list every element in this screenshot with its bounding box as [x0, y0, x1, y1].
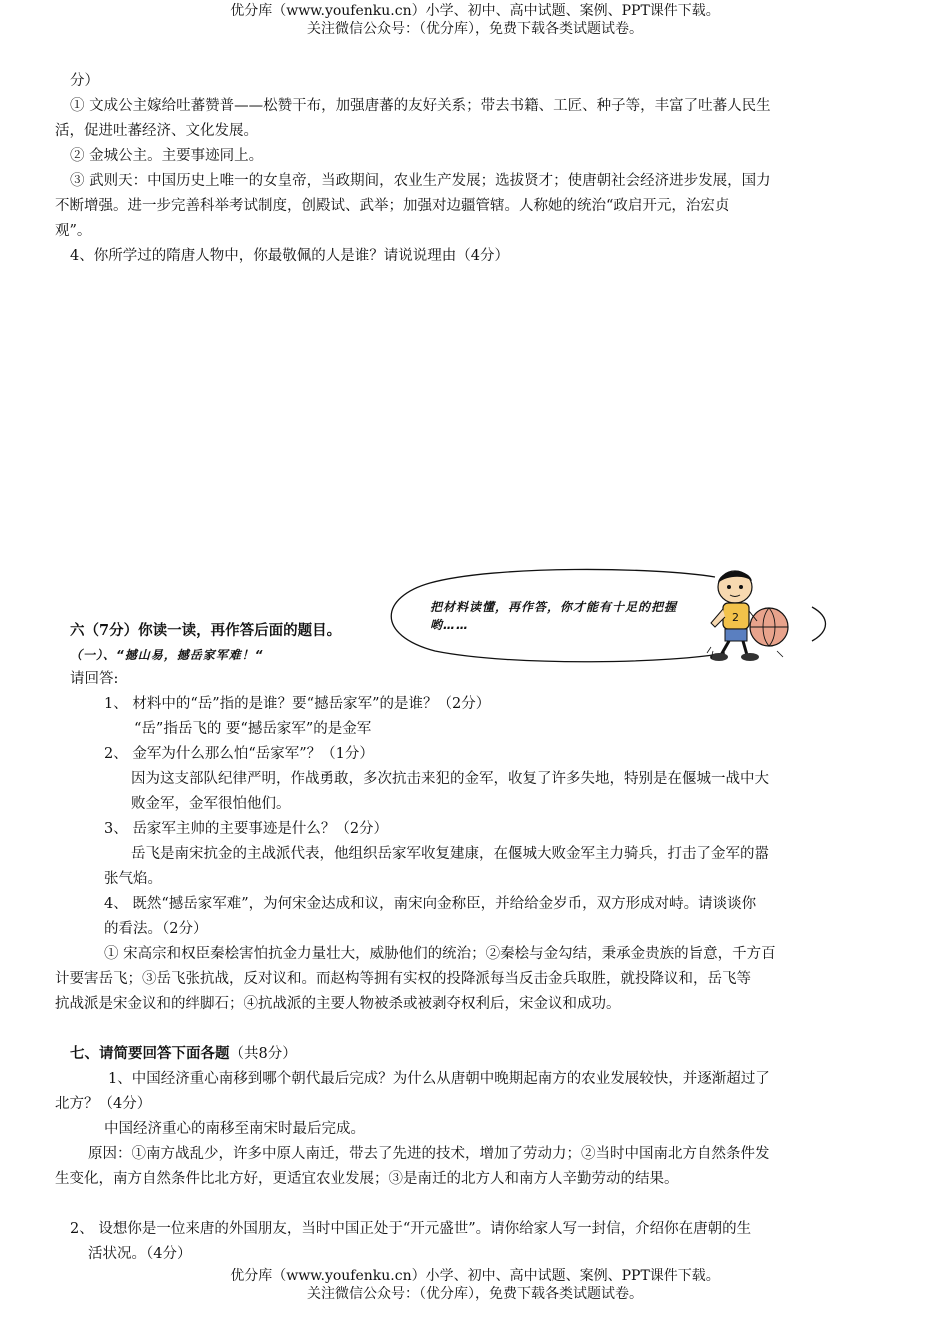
s6-question-4-line2: 的看法。（2分）: [104, 921, 208, 937]
section-7-title-bold: 七、请简要回答下面各题: [70, 1045, 230, 1062]
section-7-title: [70, 1044, 297, 1064]
page-header-line2: 关注微信公众号：（优分库），免费下载各类试题试卷。: [307, 21, 643, 37]
s6-question-4-line1: 4、 既然“撼岳家军难”，为何宋金达成和议，南宋向金称臣，并给给金岁币，双方形成对峙。请谈谈你: [104, 896, 757, 912]
s7-question-2-line1: 2、 设想你是一位来唐的外国朋友，当时中国正处于“开元盛世”。请你给家人写一封信，介绍你在唐朝的生: [70, 1221, 752, 1237]
answer-wuzetian-line2: 不断增强。进一步完善科举考试制度，创殿试、武举；加强对边疆管辖。人称她的统治“政启开元，治宏贞: [55, 198, 730, 214]
answer-jincheng: ② 金城公主。主要事迹同上。: [70, 148, 264, 164]
answer-wencheng-line1: ① 文成公主嫁给吐蕃赞普——松赞干布，加强唐蕃的友好关系；带去书籍、工匠、种子等，丰富了吐蕃人民生: [70, 98, 771, 114]
s6-question-2: 2、 金军为什么那么怕“岳家军”？（1分）: [104, 746, 374, 762]
answer-wuzetian-line1: ③ 武则天：中国历史上唯一的女皇帝，当政期间，农业生产发展；选拔贤才；使唐朝社会经济进步发展，国力: [70, 173, 771, 189]
s6-answer-2-line2: 败金军，金军很怕他们。: [131, 796, 291, 812]
s6-answer-1: “岳”指岳飞的 要“撼岳家军”的是金军: [134, 721, 372, 737]
question-4: 4、你所学过的隋唐人物中，你最敬佩的人是谁？请说说理由（4分）: [70, 248, 509, 264]
s7-question-2-line2: 活状况。（4分）: [88, 1246, 192, 1262]
s6-answer-3-line2: 张气焰。: [104, 871, 162, 887]
section-6-title: 六（7分）你读一读，再作答后面的题目。: [70, 622, 342, 639]
svg-text:2: 2: [732, 611, 739, 624]
s6-answer-2-line1: 因为这支部队纪律严明，作战勇敢，多次抗击来犯的金军，收复了许多失地，特别是在偃城一战中大: [131, 771, 769, 787]
cartoon-boy-icon: [705, 565, 800, 665]
section-6-prompt: 请回答:: [70, 671, 119, 687]
bubble-text: 把材料读懂，再作答，你才能有十足的把握哟……: [430, 600, 678, 632]
s7-reason-line1: 原因：①南方战乱少，许多中原人南迁，带去了先进的技术，增加了劳动力；②当时中国南北方自然条件发: [88, 1146, 770, 1162]
page-header-line1: 优分库（www.youfenku.cn）小学、初中、高中试题、案例、PPT课件下载。: [230, 3, 720, 19]
s7-question-1-line2: 北方？（4分）: [55, 1096, 152, 1112]
s6-answer-4-line3: 抗战派是宋金议和的绊脚石；④抗战派的主要人物被杀或被剥夺权利后，宋金议和成功。: [55, 996, 621, 1012]
section-6-quote: （一）、“撼山易，撼岳家军难！“: [70, 648, 264, 662]
s6-answer-3-line1: 岳飞是南宋抗金的主战派代表，他组织岳家军收复建康，在偃城大败金军主力骑兵，打击了金军的嚣: [131, 846, 769, 862]
answer-wencheng-line2: 活，促进吐蕃经济、文化发展。: [55, 123, 258, 139]
s6-question-3: 3、 岳家军主帅的主要事迹是什么？（2分）: [104, 821, 389, 837]
s7-reason-line2: 生变化，南方自然条件比北方好，更适宜农业发展；③是南迁的北方人和南方人辛勤劳动的结果。: [55, 1171, 679, 1187]
s6-question-1: 1、 材料中的“岳”指的是谁？要“撼岳家军”的是谁？（2分）: [104, 696, 491, 712]
s6-answer-4-line2: 计要害岳飞；③岳飞张抗战，反对议和。而赵构等拥有实权的投降派每当反击金兵取胜，就投降议和，岳飞等: [55, 971, 751, 987]
section-7-title-score: （共8分）: [229, 1046, 297, 1062]
page-footer-line1: 优分库（www.youfenku.cn）小学、初中、高中试题、案例、PPT课件下载。: [230, 1268, 720, 1284]
page-footer-line2: 关注微信公众号：（优分库），免费下载各类试题试卷。: [307, 1286, 643, 1302]
answer-wuzetian-line3: 观”。: [55, 223, 92, 239]
s6-answer-4-line1: ① 宋高宗和权臣秦桧害怕抗金力量壮大，威胁他们的统治；②秦桧与金勾结，秉承金贵族的旨意，千方百: [104, 946, 776, 962]
s7-question-1-line1: 1、中国经济重心南移到哪个朝代最后完成？为什么从唐朝中晚期起南方的农业发展较快，并逐渐超过了: [108, 1071, 770, 1087]
s7-answer-1: 中国经济重心的南移至南宋时最后完成。: [104, 1121, 365, 1137]
fen-tail: 分）: [70, 73, 99, 89]
